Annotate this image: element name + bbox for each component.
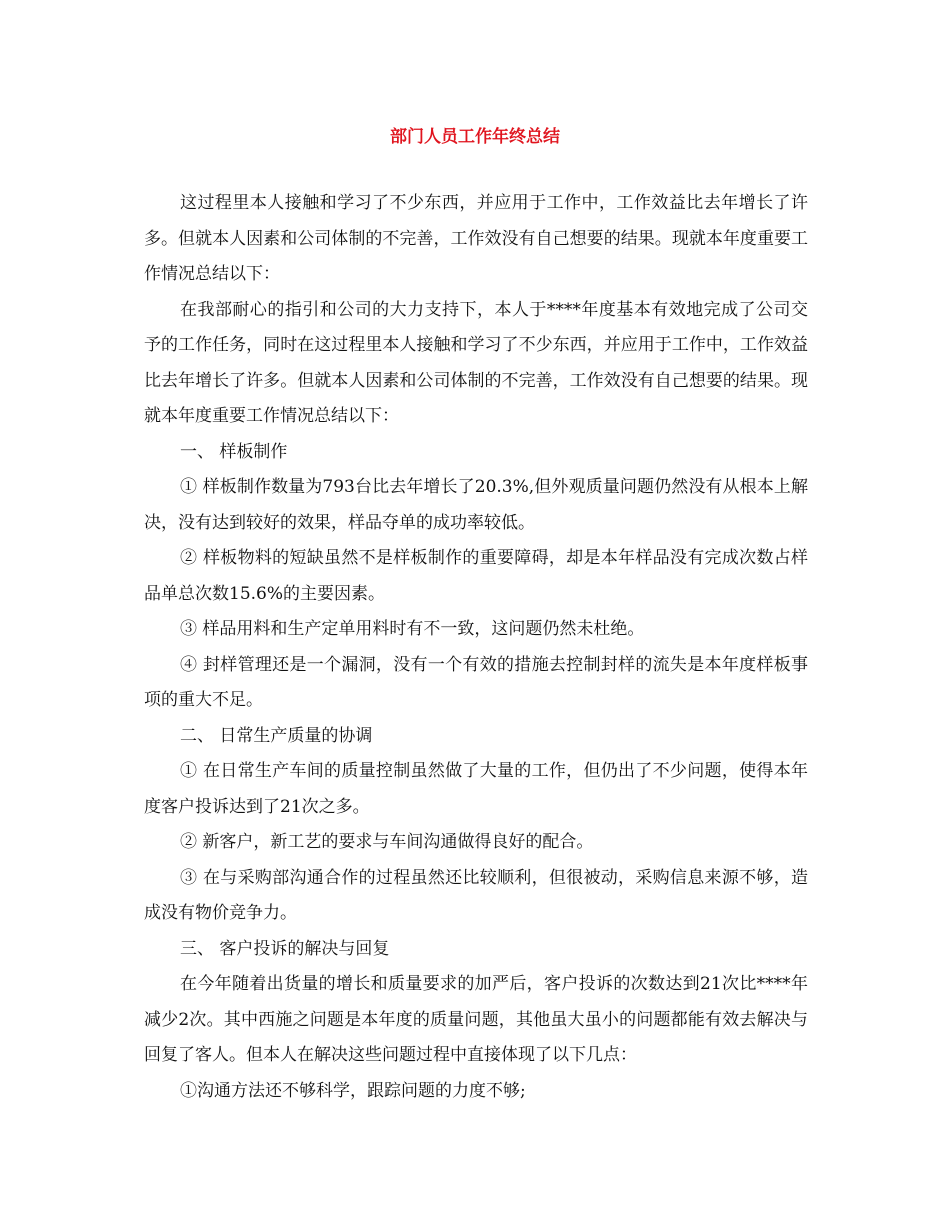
list-item: ③ 样品用料和生产定单用料时有不一致，这问题仍然未杜绝。	[180, 619, 645, 639]
section-heading-customer-complaints: 三、 客户投诉的解决与回复	[180, 938, 390, 959]
list-item: ④ 封样管理还是一个漏洞，没有一个有效的措施去控制封样的流失是本年度样板事项的重大不足。	[144, 654, 808, 710]
list-item: ② 样板物料的短缺虽然不是样板制作的重要障碍，却是本年样品没有完成次数占样品单总次数15.6%的主要因素。	[144, 548, 808, 604]
list-item: ① 样板制作数量为793台比去年增长了20.3%,但外观质量问题仍然没有从根本上解决，没有达到较好的效果，样品夺单的成功率较低。	[144, 477, 808, 533]
paragraph-intro: 这过程里本人接触和学习了不少东西，并应用于工作中，工作效益比去年增长了许多。但就本人因素和公司体制的不完善，工作效没有自己想要的结果。现就本年度重要工作情况总结以下：	[144, 193, 808, 284]
list-item: ③ 在与采购部沟通合作的过程虽然还比较顺利，但很被动，采购信息来源不够，造成没有物价竞争力。	[144, 867, 808, 923]
document-body	[144, 186, 808, 1109]
section-heading-production-quality: 二、 日常生产质量的协调	[180, 725, 373, 746]
paragraph-complaints: 在今年随着出货量的增长和质量要求的加严后，客户投诉的次数达到21次比****年减少2次。其中西施之问题是本年度的质量问题，其他虽大虽小的问题都能有效去解决与回复了客人。但本人在解决这些问题过程中直接体现了以下几点：	[144, 974, 808, 1065]
list-item: ①沟通方法还不够科学，跟踪问题的力度不够;	[180, 1080, 526, 1101]
document-title: 部门人员工作年终总结	[390, 127, 560, 147]
list-item: ② 新客户，新工艺的要求与车间沟通做得良好的配合。	[180, 832, 594, 852]
section-heading-sample-making: 一、 样板制作	[180, 441, 288, 462]
list-item: ① 在日常生产车间的质量控制虽然做了大量的工作，但仍出了不少问题，使得本年度客户投诉达到了21次之多。	[144, 761, 808, 817]
paragraph-summary: 在我部耐心的指引和公司的大力支持下，本人于****年度基本有效地完成了公司交予的工作任务，同时在这过程里本人接触和学习了不少东西，并应用于工作中，工作效益比去年增长了许多。但就本人因素和公司体制的不完善，工作效没有自己想要的结果。现就本年度重要工作情况总结以下：	[144, 299, 808, 426]
